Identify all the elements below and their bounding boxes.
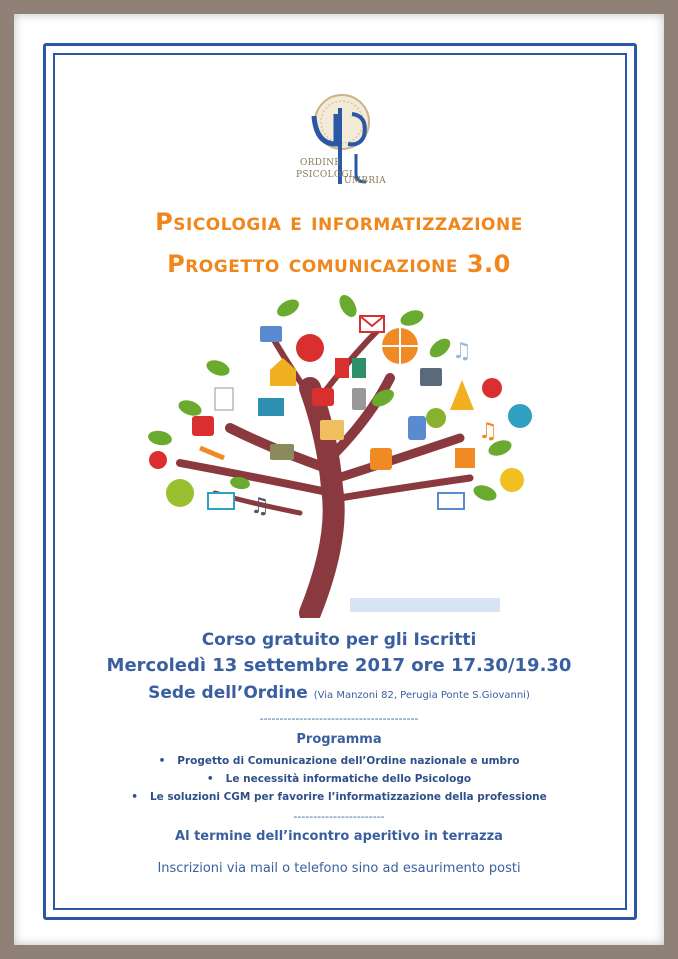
- program-item: • Progetto di Comunicazione dell’Ordine nazionale e umbro: [60, 752, 618, 770]
- title-line-1: Psicologia e informatizzazione: [155, 208, 523, 236]
- svg-text:♫: ♫: [452, 339, 472, 364]
- separator-bottom: -----------------------: [293, 810, 385, 823]
- program-item: • Le soluzioni CGM per favorire l’informatizzazione della professione: [60, 788, 618, 806]
- date-line: Mercoledì 13 settembre 2017 ore 17.30/19.30: [106, 655, 572, 676]
- separator-top: ----------------------------------------: [259, 712, 419, 725]
- course-line: Corso gratuito per gli Iscritti: [201, 630, 477, 650]
- title-line-2: Progetto comunicazione 3.0: [167, 250, 511, 278]
- technology-tree-illustration: [140, 288, 540, 618]
- venue-address: (Via Manzoni 82, Perugia Ponte S.Giovanni): [313, 690, 530, 701]
- venue-line: [60, 683, 618, 703]
- svg-text:♫: ♫: [250, 494, 270, 519]
- logo-text-ordine: ORDINE: [300, 158, 342, 168]
- program-item: • Le necessità informatiche dello Psicologo: [60, 770, 618, 788]
- venue-name: Sede dell’Ordine: [148, 683, 308, 703]
- logo-text-psicologi: PSICOLOGI: [296, 170, 353, 180]
- aperitivo-line: Al termine dell’incontro aperitivo in terrazza: [175, 829, 503, 844]
- svg-text:♫: ♫: [478, 419, 498, 444]
- program-title: Programma: [296, 732, 382, 747]
- program-list: [60, 752, 618, 806]
- registration-line: Inscrizioni via mail o telefono sino ad esaurimento posti: [157, 861, 521, 876]
- logo-text-umbria: UMBRIA: [344, 176, 387, 186]
